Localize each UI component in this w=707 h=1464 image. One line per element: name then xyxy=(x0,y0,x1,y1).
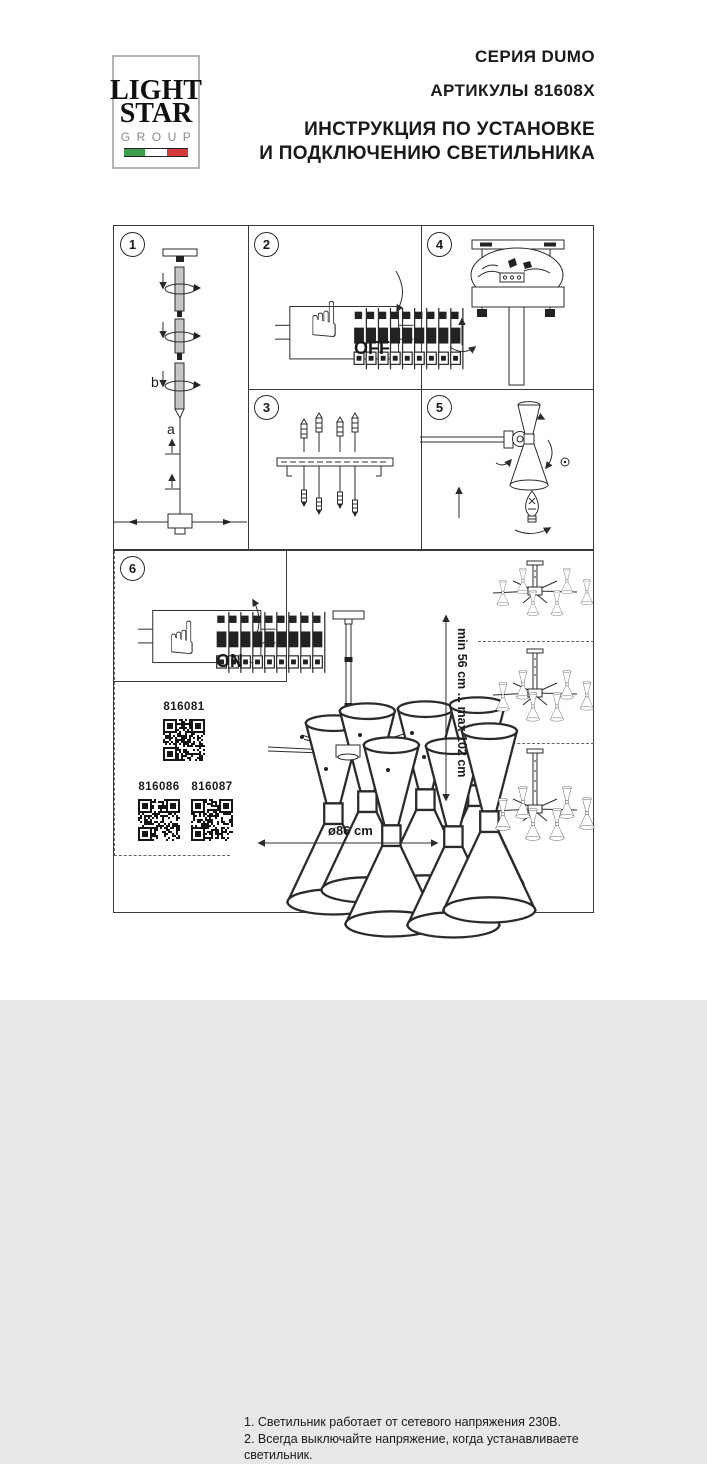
height-dimension-label: min 56 cm ... max 102 cm xyxy=(455,628,469,778)
step-6-number: 6 xyxy=(120,556,145,581)
lightstar-logo xyxy=(112,55,200,169)
logo-word-group: GROUP xyxy=(120,130,198,144)
qr-code-816086 xyxy=(138,799,180,841)
note-1: 1. Светильник работает от сетевого напряжения 230В. xyxy=(244,1415,561,1429)
logo-word-light: LIGHT xyxy=(110,75,202,107)
qr-code-816081 xyxy=(163,719,205,761)
rod-assembly-illustration xyxy=(113,225,247,550)
diameter-dimension-arrow xyxy=(252,836,444,850)
qr-label-816087: 816087 xyxy=(191,781,233,793)
bulb xyxy=(526,491,539,522)
step-4-number: 4 xyxy=(427,232,452,257)
instruction-title-line2: И ПОДКЛЮЧЕНИЮ СВЕТИЛЬНИКА xyxy=(259,143,595,164)
series-title: СЕРИЯ DUMO xyxy=(474,47,595,66)
label-b: b xyxy=(151,374,159,390)
articles-title: АРТИКУЛЫ 81608X xyxy=(430,81,595,100)
flag-red xyxy=(167,149,188,156)
qr-label-816081: 816081 xyxy=(163,701,205,713)
logo-word-star: STAR xyxy=(119,98,193,130)
flag-green xyxy=(124,149,145,156)
step-5-number: 5 xyxy=(427,395,452,420)
qr-label-816086: 816086 xyxy=(138,781,180,793)
label-a: a xyxy=(167,421,175,437)
diabolo-shade xyxy=(510,402,548,490)
step-3-number: 3 xyxy=(254,395,279,420)
safety-notes xyxy=(244,1414,593,1464)
off-label: OFF xyxy=(354,338,390,358)
instruction-title-line1: ИНСТРУКЦИЯ ПО УСТАНОВКЕ xyxy=(304,119,595,140)
note-2: 2. Всегда выключайте напряжение, когда устанавливаете светильник. xyxy=(244,1431,579,1462)
height-dimension-arrow xyxy=(438,608,456,808)
step-2-number: 2 xyxy=(254,232,279,257)
on-label: ON xyxy=(216,651,243,671)
screw-tips xyxy=(302,466,358,517)
pointing-hand-icon: ☝ xyxy=(168,611,197,665)
pointing-hand-icon: ☝ xyxy=(309,291,340,349)
step-1-number: 1 xyxy=(120,232,145,257)
diameter-dimension-label: ø86 cm xyxy=(328,823,373,838)
qr-code-816087 xyxy=(191,799,233,841)
variant-max-height-drawing xyxy=(477,743,593,854)
variant-mid-height-drawing xyxy=(477,641,593,741)
variant-min-height-drawing xyxy=(477,551,593,639)
italian-flag-stripe xyxy=(124,148,188,157)
flag-white xyxy=(145,149,166,156)
anchors-and-screws xyxy=(301,413,358,452)
